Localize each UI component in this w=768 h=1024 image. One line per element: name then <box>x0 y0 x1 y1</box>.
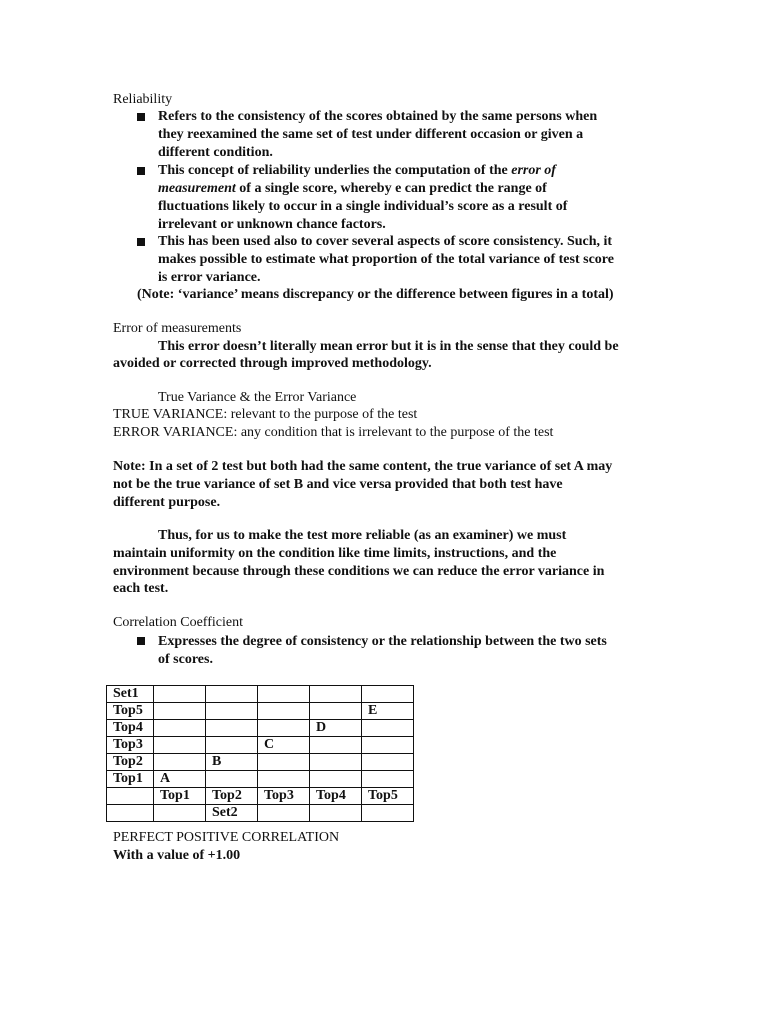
table-cell <box>258 686 310 703</box>
correlation-caption-value: With a value of +1.00 <box>113 848 241 863</box>
error-measurements-line1: This error doesn’t literally mean error but it is in the sense that they could be <box>158 339 619 354</box>
table-cell <box>154 754 206 771</box>
table-cell: Set2 <box>206 805 258 822</box>
table-cell <box>310 805 362 822</box>
table-cell: E <box>362 703 414 720</box>
correlation-bullet-line2: of scores. <box>158 652 213 667</box>
table-cell: Top2 <box>107 754 154 771</box>
correlation-bullet-line1: Expresses the degree of consistency or the relationship between the two sets <box>158 634 607 649</box>
table-cell: Top4 <box>310 788 362 805</box>
bullet-square-icon <box>137 238 145 246</box>
variance-note: (Note: ‘variance’ means discrepancy or the difference between figures in a total) <box>137 287 614 302</box>
error-measurements-line2: avoided or corrected through improved methodology. <box>113 356 432 371</box>
table-cell: Top3 <box>258 788 310 805</box>
table-cell <box>206 686 258 703</box>
true-variance-line: TRUE VARIANCE: relevant to the purpose of the test <box>113 407 418 422</box>
thus-line2: maintain uniformity on the condition like time limits, instructions, and the <box>113 546 557 561</box>
error-variance-line: ERROR VARIANCE: any condition that is irrelevant to the purpose of the test <box>113 425 554 440</box>
correlation-heading: Correlation Coefficient <box>113 615 243 630</box>
table-row <box>107 754 414 771</box>
table-cell: C <box>258 737 310 754</box>
reliability-bullet3-line1: This has been used also to cover several aspects of score consistency. Such, it <box>158 234 613 249</box>
table-cell <box>206 771 258 788</box>
reliability-bullet2-line1: This concept of reliability underlies the computation of the error of <box>158 163 556 178</box>
table-cell: Top1 <box>107 771 154 788</box>
table-cell <box>206 703 258 720</box>
table-cell: Top5 <box>107 703 154 720</box>
thus-line4: each test. <box>113 581 169 596</box>
bullet-square-icon <box>137 113 145 121</box>
table-cell <box>107 805 154 822</box>
table-cell <box>310 686 362 703</box>
table-cell <box>362 805 414 822</box>
note2-line1: Note: In a set of 2 test but both had the same content, the true variance of set A may <box>113 459 613 474</box>
table-cell <box>310 703 362 720</box>
reliability-bullet1-line2: they reexamined the same set of test under different occasion or given a <box>158 127 584 142</box>
table-cell <box>258 805 310 822</box>
table-cell <box>206 720 258 737</box>
bullet-square-icon <box>137 637 145 645</box>
table-row <box>107 805 414 822</box>
table-cell <box>154 805 206 822</box>
table-cell <box>310 754 362 771</box>
table-cell <box>362 754 414 771</box>
reliability-bullet3-line2: makes possible to estimate what proportion of the total variance of test score <box>158 252 614 267</box>
table-cell <box>154 686 206 703</box>
error-measurements-heading: Error of measurements <box>113 321 242 336</box>
table-cell <box>258 703 310 720</box>
thus-line1: Thus, for us to make the test more reliable (as an examiner) we must <box>158 528 567 543</box>
table-row <box>107 737 414 754</box>
reliability-bullet2-line2: measurement of a single score, whereby e can predict the range of <box>158 181 547 196</box>
table-row <box>107 788 414 805</box>
variance-heading: True Variance & the Error Variance <box>158 390 357 405</box>
correlation-table <box>106 685 414 822</box>
table-cell: Top3 <box>107 737 154 754</box>
table-cell <box>362 720 414 737</box>
table-cell <box>258 720 310 737</box>
thus-line3: environment because through these conditions we can reduce the error variance in <box>113 564 605 579</box>
table-cell <box>206 737 258 754</box>
reliability-heading: Reliability <box>113 92 173 107</box>
table-cell: Top1 <box>154 788 206 805</box>
table-cell: D <box>310 720 362 737</box>
table-cell <box>154 720 206 737</box>
table-cell <box>310 737 362 754</box>
table-cell <box>362 737 414 754</box>
reliability-bullet2-line3: fluctuations likely to occur in a single individual’s score as a result of <box>158 199 568 214</box>
table-cell <box>258 771 310 788</box>
table-cell: B <box>206 754 258 771</box>
table-cell: Top2 <box>206 788 258 805</box>
reliability-bullet3-line3: is error variance. <box>158 270 261 285</box>
table-row <box>107 703 414 720</box>
reliability-bullet2-line4: irrelevant or unknown chance factors. <box>158 217 386 232</box>
table-cell: Top4 <box>107 720 154 737</box>
reliability-bullet1-line1: Refers to the consistency of the scores obtained by the same persons when <box>158 109 598 124</box>
table-row <box>107 720 414 737</box>
note2-line2: not be the true variance of set B and vice versa provided that both test have <box>113 477 563 492</box>
table-row <box>107 771 414 788</box>
table-cell <box>154 703 206 720</box>
correlation-caption-title: PERFECT POSITIVE CORRELATION <box>113 830 340 845</box>
table-cell <box>258 754 310 771</box>
table-cell: Top5 <box>362 788 414 805</box>
note2-line3: different purpose. <box>113 495 221 510</box>
table-cell <box>362 686 414 703</box>
table-row <box>107 686 414 703</box>
table-cell <box>362 771 414 788</box>
table-cell <box>310 771 362 788</box>
table-cell: A <box>154 771 206 788</box>
table-cell <box>107 788 154 805</box>
table-cell: Set1 <box>107 686 154 703</box>
bullet-square-icon <box>137 167 145 175</box>
table-cell <box>154 737 206 754</box>
reliability-bullet1-line3: different condition. <box>158 145 273 160</box>
